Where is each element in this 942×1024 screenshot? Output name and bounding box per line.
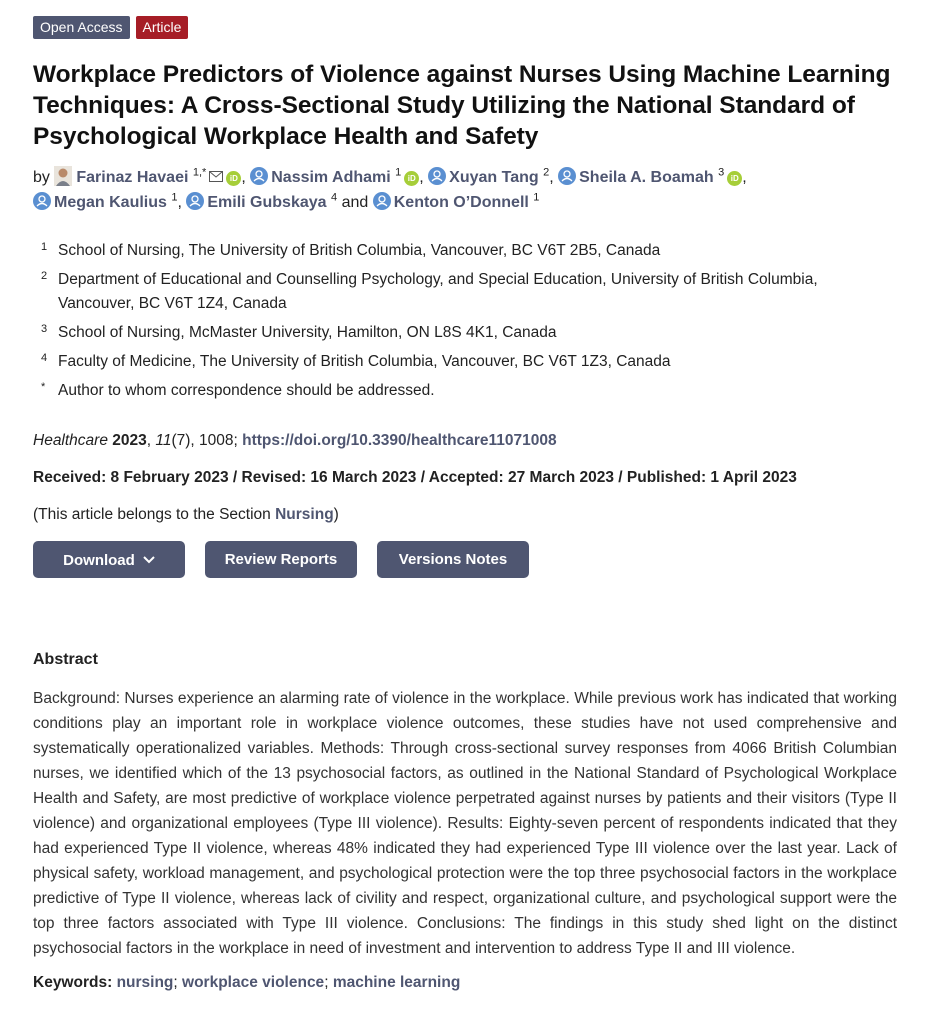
abstract-text: Background: Nurses experience an alarming rate of violence in the workplace. While previous work has indicated that working conditions play an important role in workplace violence outcomes, these studies have not used comprehensive and systematically operationalized variables. Methods: Through cross-sectional survey responses from 4066 British Columbian nurses, we identified which of the 13 psychosocial factors, as outlined in the National Standard of Psychological Workplace Health and Safety, are most predictive of workplace violence perpetrated against nurses by patients and their visitors (Type II violence) and organizational employees (Type III violence). Results: Eighty-seven percent of respondents indicated that they had experienced Type II violence, whereas 48% indicated they had experienced Type III violence over the last year. Lack of physical safety, workload management, and psychological protection were the top three psychosocial factors in the workplace predictive of Type II violence, whereas lack of civility and respect, organizational culture, and psychological support were the top three factors associated with Type III violence. Conclusions: The findings in this study shed light on the distinct psychosocial factors in the workplace in need of investment and intervention to address Type II and III violence.: [33, 690, 897, 957]
orcid-icon[interactable]: iD: [226, 171, 241, 186]
email-icon[interactable]: [209, 165, 223, 190]
badges: [33, 16, 897, 39]
author-affil-sup: 1,*: [192, 166, 207, 179]
section-note: [33, 503, 897, 527]
article-title: Workplace Predictors of Violence against Nurses Using Machine Learning Techniques: A Cross-Sectional Study Utilizing the National Standard of Psychological Workplace Health and Safety: [33, 61, 891, 150]
orcid-icon[interactable]: iD: [727, 171, 742, 186]
author-affil-sup: 1: [171, 191, 178, 204]
affiliation-number: 2: [41, 270, 48, 282]
affiliation-item: [33, 350, 897, 374]
author-affil-sup: 1: [395, 166, 402, 179]
author-name[interactable]: Megan Kaulius: [54, 194, 167, 211]
section-link[interactable]: Nursing: [275, 506, 334, 523]
author-name[interactable]: Xuyan Tang: [449, 169, 539, 186]
keyword-link[interactable]: nursing: [116, 974, 174, 991]
affiliation-text: Department of Educational and Counselling Psychology, and Special Education, University of British Columbia, Vancouver, BC V6T 1Z4, Canada: [58, 271, 818, 312]
by-label: by: [33, 169, 50, 186]
citation-issue-pages: (7), 1008;: [171, 432, 243, 449]
keywords-line: Keywords: nursing; workplace violence; machine learning: [33, 974, 461, 991]
section-suffix: ): [333, 506, 339, 523]
citation-volume: 11: [155, 432, 172, 449]
affiliation-text: School of Nursing, The University of British Columbia, Vancouver, BC V6T 2B5, Canada: [58, 242, 661, 259]
affiliation-text: Author to whom correspondence should be addressed.: [58, 382, 435, 399]
keywords-label: Keywords:: [33, 974, 113, 991]
affiliation-number: 4: [41, 352, 48, 364]
citation-year: 2023: [112, 432, 147, 449]
and-label: and: [341, 194, 369, 211]
citation-line: Healthcare 2023, 11(7), 1008; https://doi.org/10.3390/healthcare11071008: [33, 432, 557, 449]
author-affil-sup: 2: [543, 166, 550, 179]
affiliation-text: School of Nursing, McMaster University, Hamilton, ON L8S 4K1, Canada: [58, 324, 557, 341]
affiliation-list: [33, 239, 897, 403]
author-profile-icon: [558, 167, 576, 185]
journal-name: Healthcare: [33, 432, 108, 449]
doi-link[interactable]: https://doi.org/10.3390/healthcare11071008: [242, 432, 557, 449]
keyword-link[interactable]: workplace violence: [182, 974, 325, 991]
author-affil-sup: 1: [533, 191, 540, 204]
orcid-icon[interactable]: iD: [404, 171, 419, 186]
author-profile-icon: [250, 167, 268, 185]
action-buttons: [33, 541, 897, 578]
download-button[interactable]: [33, 541, 185, 578]
author-list: by Farinaz Havaei $^{1,*}$ iD , Nassim Adhami $^1$ iD , Xuyan Tang $^2$, Sheila A. Boamah $^3$ iD , Megan Kaulius $^1$, Emili Gubskaya $^4$ and Kenton O’Donnell $^1$: [33, 166, 747, 211]
affiliation-item: [33, 239, 897, 263]
affiliation-number: 1: [41, 241, 48, 253]
affiliation-item: [33, 268, 897, 316]
affiliation-number: *: [41, 381, 46, 393]
download-label: Download: [63, 552, 135, 569]
affiliation-number: 3: [41, 323, 48, 335]
author-profile-icon: [373, 192, 391, 210]
section-prefix: (This article belongs to the Section: [33, 506, 276, 523]
review-reports-button[interactable]: Review Reports: [205, 541, 357, 578]
affiliation-item: [33, 321, 897, 345]
author-name[interactable]: Nassim Adhami: [271, 169, 391, 186]
author-name[interactable]: Kenton O’Donnell: [393, 194, 529, 211]
versions-notes-button[interactable]: Versions Notes: [377, 541, 529, 578]
author-name[interactable]: Sheila A. Boamah: [579, 169, 714, 186]
abstract-heading: Abstract: [33, 651, 98, 668]
author-name[interactable]: Farinaz Havaei: [76, 169, 189, 186]
affiliation-item: [33, 379, 897, 403]
author-affil-sup: 4: [331, 191, 338, 204]
author-name[interactable]: Emili Gubskaya: [207, 194, 327, 211]
author-profile-icon: [428, 167, 446, 185]
author-profile-icon: [33, 192, 51, 210]
chevron-down-icon: [143, 541, 155, 578]
author-photo-icon: [54, 166, 72, 186]
affiliation-text: Faculty of Medicine, The University of British Columbia, Vancouver, BC V6T 1Z3, Canada: [58, 353, 671, 370]
publication-dates: Received: 8 February 2023 / Revised: 16 March 2023 / Accepted: 27 March 2023 / Published: 1 April 2023: [33, 469, 797, 486]
author-affil-sup: 3: [718, 166, 725, 179]
author-profile-icon: [186, 192, 204, 210]
keyword-link[interactable]: machine learning: [332, 974, 461, 991]
article-type-badge: Article: [136, 16, 189, 39]
open-access-badge[interactable]: Open Access: [33, 16, 130, 39]
